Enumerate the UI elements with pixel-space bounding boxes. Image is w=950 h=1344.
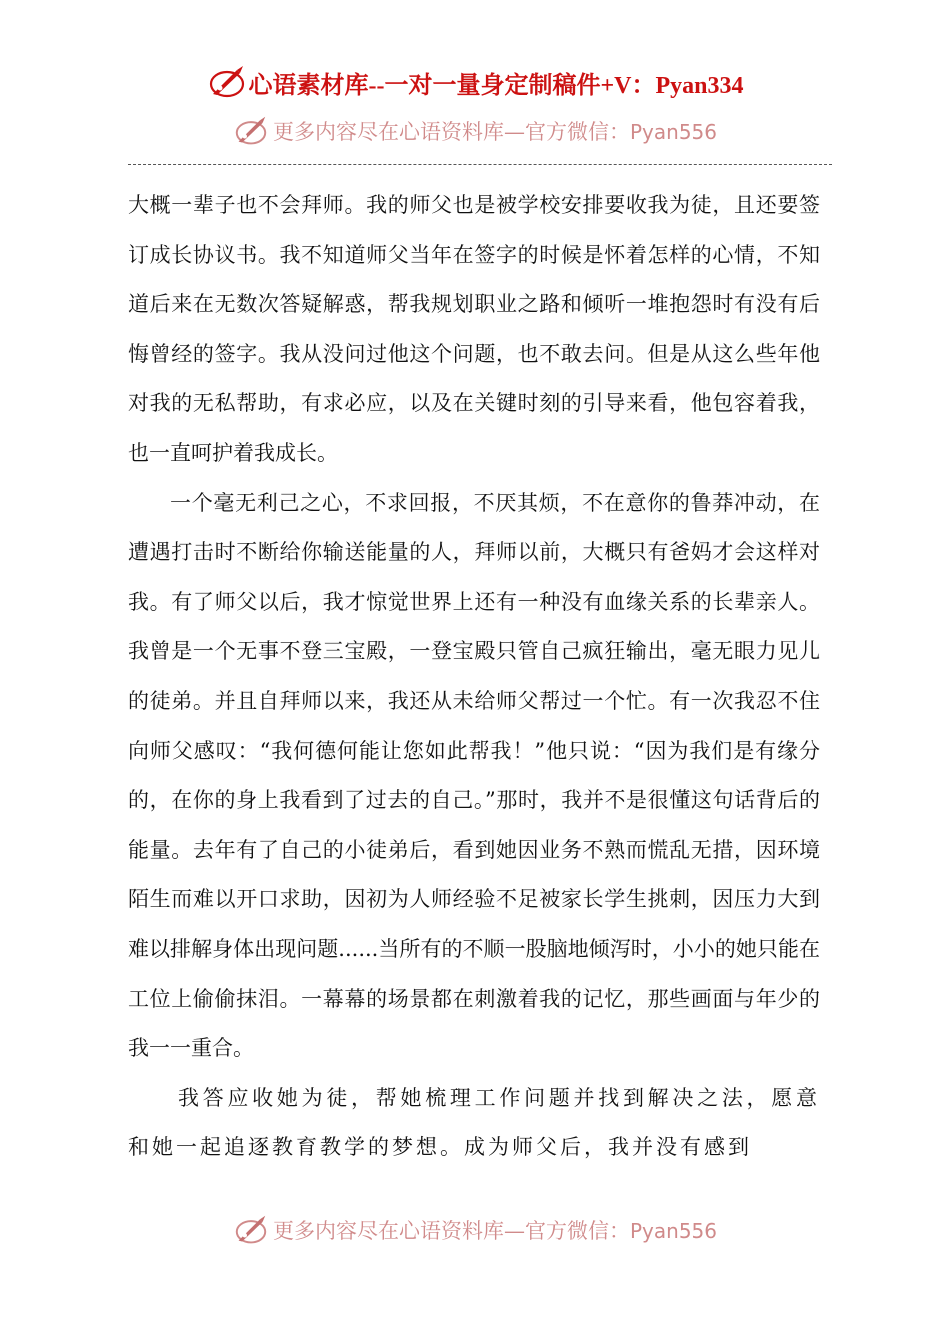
sub-header-label: 更多内容尽在心语资料库—官方微信： (272, 120, 630, 144)
footer-wechat-id: Pyan556 (629, 1219, 717, 1243)
paragraph-1: 大概一辈子也不会拜师。我的师父也是被学校安排要收我为徒，且还要签订成长协议书。我不知道师父当年在签字的时候是怀着怎样的心情，不知道后来在无数次答疑解惑，帮我规划职业之路和倾听一堆抱怨时有没有后悔曾经的签字。我从没问过他这个问题，也不敢去问。但是从这么些年他对我的无私帮助，有求必应，以及在关键时刻的引导来看，他包容着我，也一直呵护着我成长。 (128, 193, 820, 465)
footer-label: 更多内容尽在心语资料库—官方微信： (272, 1219, 630, 1243)
sub-header (0, 112, 950, 150)
paragraph-3: 我答应收她为徒，帮她梳理工作问题并找到解决之法，愿意和她一起追逐教育教学的梦想。成为师父后，我并没有感到 (128, 1085, 820, 1160)
banner-title: 心语素材库--一对一量身定制稿件+V：Pyan334 (248, 72, 744, 99)
quill-pen-logo-icon (233, 1214, 269, 1246)
sub-header-wechat-id: Pyan556 (629, 120, 717, 144)
header-divider (128, 164, 832, 165)
page-banner (0, 60, 950, 104)
quill-pen-logo-icon (207, 64, 247, 100)
paragraph-2: 一个毫无利己之心，不求回报，不厌其烦，不在意你的鲁莽冲动，在遭遇打击时不断给你输送能量的人，拜师以前，大概只有爸妈才会这样对我。有了师父以后，我才惊觉世界上还有一种没有血缘关系的长辈亲人。我曾是一个无事不登三宝殿，一登宝殿只管自己疯狂输出，毫无眼力见儿的徒弟。并且自拜师以来，我还从未给师父帮过一个忙。有一次我忍不住向师父感叹：“我何德何能让您如此帮我！”他只说：“因为我们是有缘分的，在你的身上我看到了过去的自己。”那时，我并不是很懂这句话背后的能量。去年有了自己的小徒弟后，看到她因业务不熟而慌乱无措，因环境陌生而难以开口求助，因初为人师经验不足被家长学生挑刺，因压力大到难以排解身体出现问题......当所有的不顺一股脑地倾泻时，小小的她只能在工位上偷偷抹泪。一幕幕的场景都在刺激着我的记忆，那些画面与年少的我一一重合。 (128, 490, 820, 1061)
footer-text (273, 1215, 717, 1245)
page-footer (0, 1211, 950, 1249)
sub-header-text (273, 116, 717, 146)
document-body (128, 181, 820, 1173)
quill-pen-logo-icon (233, 115, 269, 147)
